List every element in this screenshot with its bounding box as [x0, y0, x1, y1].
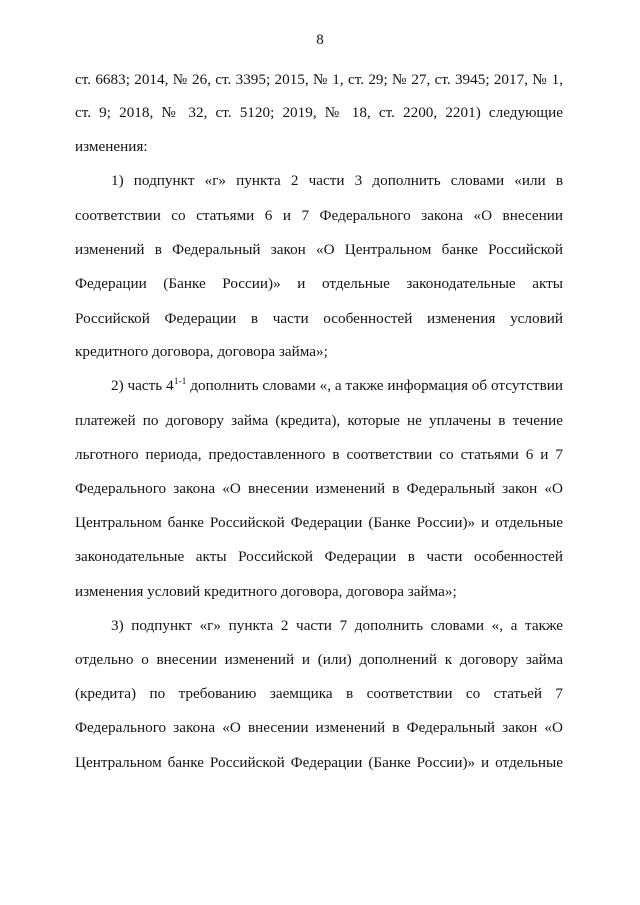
- text-line: кредитного договора, договора займа»;: [75, 343, 328, 360]
- text-line: изменения:: [75, 138, 148, 155]
- text-line: отдельно о внесении изменений и (или) дополнений к договору займа: [75, 651, 563, 668]
- text-line: Федерации (Банке России)» и отдельные законодательные акты: [75, 275, 563, 292]
- item-2-prefix: 2) часть 4: [111, 377, 174, 394]
- paragraph-item-1-first-line: 1) подпункт «г» пункта 2 части 3 дополнить словами «или в: [111, 172, 563, 189]
- text-line: Федерального закона «О внесении изменений в Федеральный закон «О: [75, 719, 563, 736]
- paragraph-item-2-first-line: [111, 376, 563, 398]
- item-2-suffix: дополнить словами «, а также информация об отсутствии: [186, 377, 563, 394]
- text-line: изменения условий кредитного договора, договора займа»;: [75, 583, 457, 600]
- text-line: ст. 9; 2018, № 32, ст. 5120; 2019, № 18, ст. 2200, 2201) следующие: [75, 104, 563, 121]
- text-line: изменений в Федеральный закон «О Центральном банке Российской: [75, 241, 563, 258]
- text-line: Федерального закона «О внесении изменений в Федеральный закон «О: [75, 480, 563, 497]
- text-line: соответствии со статьями 6 и 7 Федерального закона «О внесении: [75, 207, 563, 224]
- paragraph-item-3-first-line: 3) подпункт «г» пункта 2 части 7 дополнить словами «, а также: [111, 617, 563, 634]
- text-line: ст. 6683; 2014, № 26, ст. 3395; 2015, № 1, ст. 29; № 27, ст. 3945; 2017, № 1,: [75, 71, 563, 88]
- page-number: 8: [316, 32, 324, 48]
- text-line: законодательные акты Российской Федерации в части особенностей: [75, 548, 563, 565]
- text-line: Центральном банке Российской Федерации (Банке России)» и отдельные: [75, 754, 563, 771]
- item-2-superscript: 1-1: [173, 377, 187, 387]
- text-line: Центральном банке Российской Федерации (Банке России)» и отдельные: [75, 514, 563, 531]
- text-line: платежей по договору займа (кредита), которые не уплачены в течение: [75, 412, 563, 429]
- text-line: (кредита) по требованию заемщика в соответствии со статьей 7: [75, 685, 563, 702]
- text-line: льготного периода, предоставленного в соответствии со статьями 6 и 7: [75, 446, 563, 463]
- text-line: Российской Федерации в части особенностей изменения условий: [75, 310, 563, 327]
